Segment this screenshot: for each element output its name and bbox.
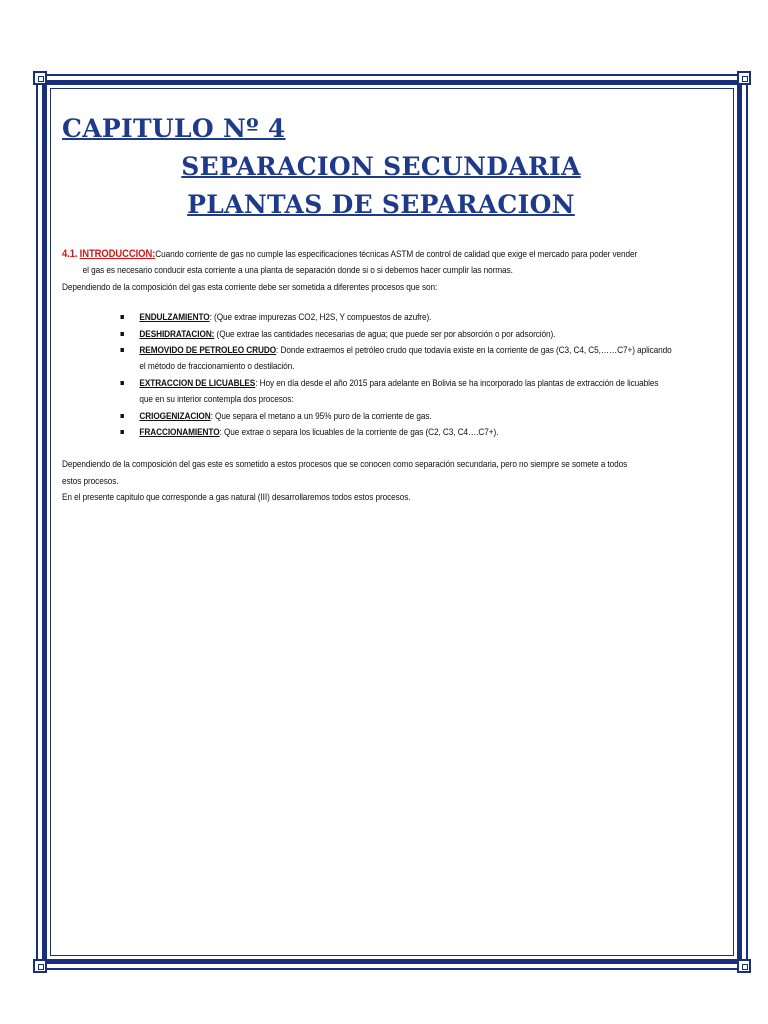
process-term: DESHIDRATACION: (139, 328, 215, 340)
process-desc: : Donde extraemos el petróleo crudo que todavía existe en la corriente de gas (C3, C4, C5,……C7+) aplicando (276, 345, 672, 357)
process-term: CRIOGENIZACION (139, 410, 211, 422)
closing-line-3: En el presente capitulo que corresponde a gas natural (III) desarrollaremos todos estos procesos. (62, 492, 411, 504)
process-desc: (Que extrae las cantidades necesarias de agua; que puede ser por absorción o por adsorción). (214, 328, 556, 340)
list-item (120, 310, 700, 326)
list-item (120, 327, 700, 343)
corner-ornament-top-right (737, 71, 751, 85)
bullet-icon (120, 414, 123, 418)
bullet-icon (120, 315, 123, 319)
intro-line-1 (62, 246, 700, 263)
section-label: INTRODUCCION: (79, 248, 156, 260)
process-desc: : Que extrae o separa los licuables de la corriente de gas (C2, C3, C4….C7+). (219, 427, 499, 439)
process-list (62, 310, 700, 441)
list-item (120, 409, 700, 425)
process-desc: : Que separa el metano a un 95% puro de la corriente de gas. (210, 410, 432, 422)
section-subtitle: PLANTAS DE SEPARACION (187, 190, 575, 219)
process-desc-cont: el método de fraccionamiento o destilación. (139, 361, 295, 373)
section-title: SEPARACION SECUNDARIA (181, 152, 581, 181)
process-desc-cont: que en su interior contempla dos procesos: (139, 394, 294, 406)
chapter-title: CAPITULO Nº 4 (62, 114, 286, 143)
bullet-icon (120, 430, 123, 434)
intro-text-3: Dependiendo de la composición del gas esta corriente debe ser sometida a diferentes procesos que son: (62, 281, 438, 293)
process-term: ENDULZAMIENTO (139, 312, 210, 324)
process-term: EXTRACCION DE LICUABLES (139, 377, 256, 389)
document-content (62, 110, 700, 507)
intro-paragraph (62, 246, 700, 507)
list-item (120, 376, 700, 409)
bullet-icon (120, 332, 123, 336)
process-term: REMOVIDO DE PETROLEO CRUDO (139, 345, 277, 357)
process-term: FRACCIONAMIENTO (139, 427, 220, 439)
list-item (120, 343, 700, 376)
corner-ornament-top-left (33, 71, 47, 85)
list-item (120, 425, 700, 441)
section-number: 4.1. (62, 248, 78, 260)
process-desc: : (Que extrae impurezas CO2, H2S, Y compuestos de azufre). (209, 312, 432, 324)
process-desc: : Hoy en día desde el año 2015 para adelante en Bolivia se ha incorporado las plantas de extracción de licuables (255, 377, 659, 389)
corner-ornament-bottom-right (737, 959, 751, 973)
bullet-icon (120, 348, 123, 352)
closing-line-2: estos procesos. (62, 475, 119, 487)
closing-line-1: Dependiendo de la composición del gas este es sometido a estos procesos que se conocen como separación secundaria, pero no siempre se somete a todos (62, 459, 628, 471)
closing-paragraph (62, 457, 700, 506)
intro-text-1: Cuando corriente de gas no cumple las especificaciones técnicas ASTM de control de calidad que exige el mercado para poder vender (155, 249, 638, 260)
corner-ornament-bottom-left (33, 959, 47, 973)
intro-text-2: el gas es necesario conducir esta corriente a una planta de separación donde si o si debemos hacer cumplir las normas. (82, 265, 513, 277)
bullet-icon (120, 381, 123, 385)
